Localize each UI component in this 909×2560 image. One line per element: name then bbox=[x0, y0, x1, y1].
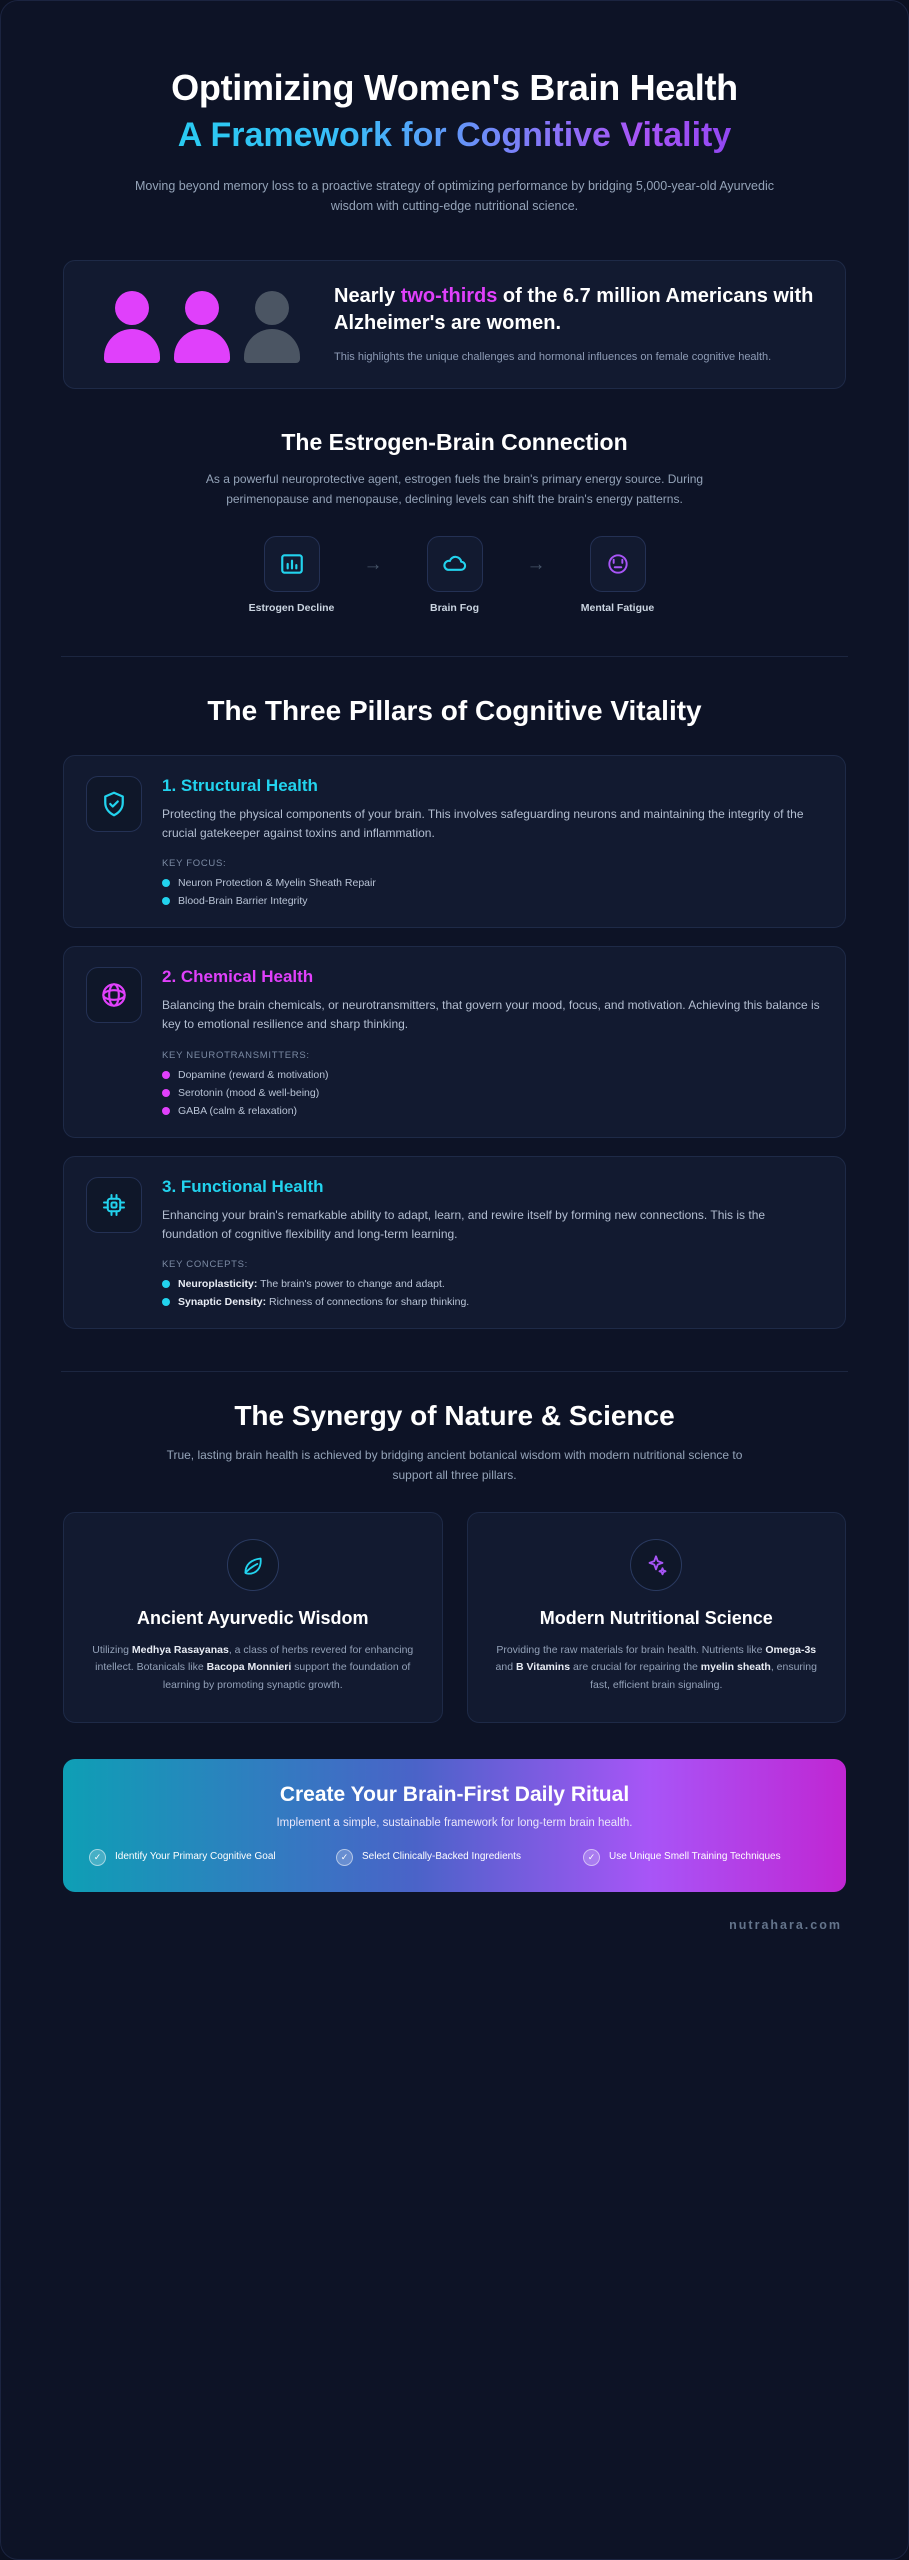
estrogen-paragraph: As a powerful neuroprotective agent, estrogen fuels the brain's primary energy source. During perimenopause and menopause, declining levels can shift the brain's energy patterns. bbox=[205, 472, 704, 507]
cta-item-label: Use Unique Smell Training Techniques bbox=[609, 1851, 781, 1863]
syn-text-4: , ensuring fast, efficient brain signaling. bbox=[590, 1661, 817, 1691]
synergy-card-description bbox=[490, 1642, 824, 1694]
syn-bold-1: Omega-3s bbox=[765, 1644, 817, 1657]
pillar-body bbox=[162, 967, 823, 1116]
synergy-paragraph: True, lasting brain health is achieved by bridging ancient botanical wisdom with modern nutritional science to support all three pillars. bbox=[166, 1448, 743, 1482]
syn-bold-2: B Vitamins bbox=[515, 1661, 571, 1674]
bullet-dot-icon bbox=[162, 897, 170, 905]
flow-label: Estrogen Decline bbox=[248, 601, 335, 614]
flow-arrow-1: → bbox=[363, 553, 383, 575]
bullet-dot-icon bbox=[162, 1107, 170, 1115]
syn-text-3: are crucial for repairing the bbox=[570, 1661, 701, 1674]
flow-step-brain-fog bbox=[401, 536, 509, 614]
syn-bold-3: myelin sheath bbox=[700, 1661, 771, 1674]
statistic-card bbox=[63, 260, 846, 389]
estrogen-flow bbox=[87, 536, 822, 614]
page-title: Optimizing Women's Brain Health bbox=[171, 67, 738, 108]
syn-text-2: , a class of herbs revered for enhancing intellect. Botanicals like bbox=[95, 1644, 414, 1674]
key-item-text: Neuron Protection & Myelin Sheath Repair bbox=[178, 877, 376, 890]
cloud-icon bbox=[427, 536, 483, 592]
synergy-card-title: Ancient Ayurvedic Wisdom bbox=[136, 1607, 369, 1628]
figure-body bbox=[244, 329, 300, 363]
statistic-highlight: two-thirds bbox=[400, 285, 498, 308]
pillar-key-list bbox=[162, 877, 823, 907]
bar-chart-icon bbox=[264, 536, 320, 592]
molecule-icon bbox=[86, 967, 142, 1023]
statistic-headline bbox=[334, 283, 819, 337]
pillar-functional-health bbox=[63, 1156, 846, 1329]
figure-woman-2 bbox=[174, 291, 230, 363]
pillar-chemical-health bbox=[63, 946, 846, 1137]
check-icon: ✓ bbox=[336, 1849, 353, 1866]
pillar-title: 1. Structural Health bbox=[162, 775, 318, 795]
synergy-card-title: Modern Nutritional Science bbox=[539, 1607, 773, 1628]
bullet-dot-icon bbox=[162, 879, 170, 887]
figure-man-1 bbox=[244, 291, 300, 363]
key-item-bold: Synaptic Density: bbox=[178, 1296, 267, 1309]
bullet-dot-icon bbox=[162, 1089, 170, 1097]
cta-item-2[interactable] bbox=[336, 1849, 573, 1866]
key-item-text: GABA (calm & relaxation) bbox=[178, 1104, 298, 1117]
estrogen-title: The Estrogen-Brain Connection bbox=[281, 429, 628, 456]
figure-head bbox=[255, 291, 289, 325]
key-item bbox=[162, 1069, 823, 1081]
key-item-line bbox=[178, 1278, 445, 1290]
estrogen-section bbox=[27, 429, 882, 614]
syn-text-3: support the foundation of learning by promoting synaptic growth. bbox=[162, 1661, 411, 1691]
pillar-key-list bbox=[162, 1278, 823, 1308]
divider-2 bbox=[61, 1371, 848, 1372]
key-item-text: The brain's power to change and adapt. bbox=[257, 1278, 445, 1291]
pillars-heading: The Three Pillars of Cognitive Vitality bbox=[207, 694, 702, 726]
chip-icon bbox=[86, 1177, 142, 1233]
leaf-icon bbox=[227, 1539, 279, 1591]
people-figures bbox=[90, 287, 308, 363]
battery-low-icon bbox=[590, 536, 646, 592]
cta-item-3[interactable] bbox=[583, 1849, 820, 1866]
cta-item-1[interactable] bbox=[89, 1849, 326, 1866]
page-header bbox=[27, 31, 882, 226]
figure-head bbox=[115, 291, 149, 325]
key-item-line bbox=[178, 1296, 469, 1308]
flow-step-mental-fatigue bbox=[564, 536, 672, 614]
synergy-card-modern bbox=[467, 1512, 847, 1723]
flow-arrow-2: → bbox=[526, 553, 546, 575]
page-subtitle-gradient: A Framework for Cognitive Vitality bbox=[87, 115, 822, 156]
synergy-card-description bbox=[86, 1642, 420, 1694]
key-item-text: Serotonin (mood & well-being) bbox=[178, 1086, 320, 1099]
check-icon: ✓ bbox=[89, 1849, 106, 1866]
bullet-dot-icon bbox=[162, 1298, 170, 1306]
pillar-description: Balancing the brain chemicals, or neurotransmitters, that govern your mood, focus, and motivation. Achieving this balance is key to emotional resilience and sharp thinking. bbox=[162, 998, 820, 1032]
pillar-title: 2. Chemical Health bbox=[162, 967, 314, 987]
cta-checklist bbox=[89, 1849, 820, 1866]
statistic-note: This highlights the unique challenges and hormonal influences on female cognitive health. bbox=[334, 351, 772, 364]
flow-label: Mental Fatigue bbox=[580, 601, 655, 614]
key-item-text: Dopamine (reward & motivation) bbox=[178, 1068, 329, 1081]
cta-title: Create Your Brain-First Daily Ritual bbox=[279, 1782, 630, 1806]
key-item bbox=[162, 877, 823, 889]
bullet-dot-icon bbox=[162, 1280, 170, 1288]
figure-head bbox=[185, 291, 219, 325]
pillars-list bbox=[63, 755, 846, 1329]
key-item bbox=[162, 1087, 823, 1099]
syn-text-1: Providing the raw materials for brain health. Nutrients like bbox=[496, 1644, 766, 1657]
pillar-title: 3. Functional Health bbox=[162, 1176, 324, 1196]
pillar-body bbox=[162, 1177, 823, 1308]
syn-text-1: Utilizing bbox=[92, 1644, 132, 1657]
pillar-key-list bbox=[162, 1069, 823, 1117]
cta-item-label: Select Clinically-Backed Ingredients bbox=[362, 1851, 521, 1863]
pillar-description: Protecting the physical components of your brain. This involves safeguarding neurons and maintaining the integrity of the crucial gatekeeper against toxins and inflammation. bbox=[162, 806, 804, 841]
figure-woman-1 bbox=[104, 291, 160, 363]
syn-text-2: and bbox=[495, 1661, 516, 1674]
pillar-key-label: KEY FOCUS: bbox=[162, 858, 227, 870]
syn-bold-1: Medhya Rasayanas bbox=[131, 1644, 229, 1657]
shield-check-icon bbox=[86, 776, 142, 832]
flow-label: Brain Fog bbox=[430, 601, 479, 614]
pillar-structural-health bbox=[63, 755, 846, 928]
footer-brand: nutrahara.com bbox=[729, 1917, 842, 1932]
statistic-headline-post: of the 6.7 million Americans with Alzheimer's are women. bbox=[334, 285, 814, 335]
key-item bbox=[162, 1296, 823, 1308]
key-item bbox=[162, 1278, 823, 1290]
key-item-text: Richness of connections for sharp thinking. bbox=[266, 1296, 470, 1309]
synergy-heading: The Synergy of Nature & Science bbox=[234, 1400, 675, 1432]
syn-bold-2: Bacopa Monnieri bbox=[206, 1661, 292, 1674]
flow-step-estrogen-decline bbox=[238, 536, 346, 614]
check-icon: ✓ bbox=[583, 1849, 600, 1866]
key-item-text: Blood-Brain Barrier Integrity bbox=[178, 895, 308, 908]
statistic-headline-pre: Nearly bbox=[334, 285, 401, 308]
divider-1 bbox=[61, 656, 848, 657]
cta-banner[interactable] bbox=[63, 1759, 846, 1892]
figure-body bbox=[174, 329, 230, 363]
sparkle-icon bbox=[630, 1539, 682, 1591]
pillar-description: Enhancing your brain's remarkable ability to adapt, learn, and rewire itself by forming new connections. This is the foundation of cognitive flexibility and long-term learning. bbox=[162, 1207, 766, 1241]
figure-body bbox=[104, 329, 160, 363]
pillar-body bbox=[162, 776, 823, 907]
bullet-dot-icon bbox=[162, 1071, 170, 1079]
cta-subtitle: Implement a simple, sustainable framework for long-term brain health. bbox=[276, 1816, 633, 1829]
statistic-text bbox=[334, 283, 819, 366]
key-item bbox=[162, 895, 823, 907]
pillar-key-label: KEY CONCEPTS: bbox=[162, 1259, 248, 1271]
pillar-key-label: KEY NEUROTRANSMITTERS: bbox=[162, 1049, 310, 1061]
key-item bbox=[162, 1105, 823, 1117]
cta-item-label: Identify Your Primary Cognitive Goal bbox=[115, 1851, 276, 1863]
synergy-cards bbox=[63, 1512, 846, 1723]
synergy-card-ayurvedic bbox=[63, 1512, 443, 1723]
key-item-bold: Neuroplasticity: bbox=[178, 1278, 258, 1291]
synergy-section bbox=[27, 1400, 882, 1486]
intro-paragraph: Moving beyond memory loss to a proactive strategy of optimizing performance by bridging 5,000-year-old Ayurvedic wisdom with cutting-edge nutritional science. bbox=[135, 179, 774, 214]
